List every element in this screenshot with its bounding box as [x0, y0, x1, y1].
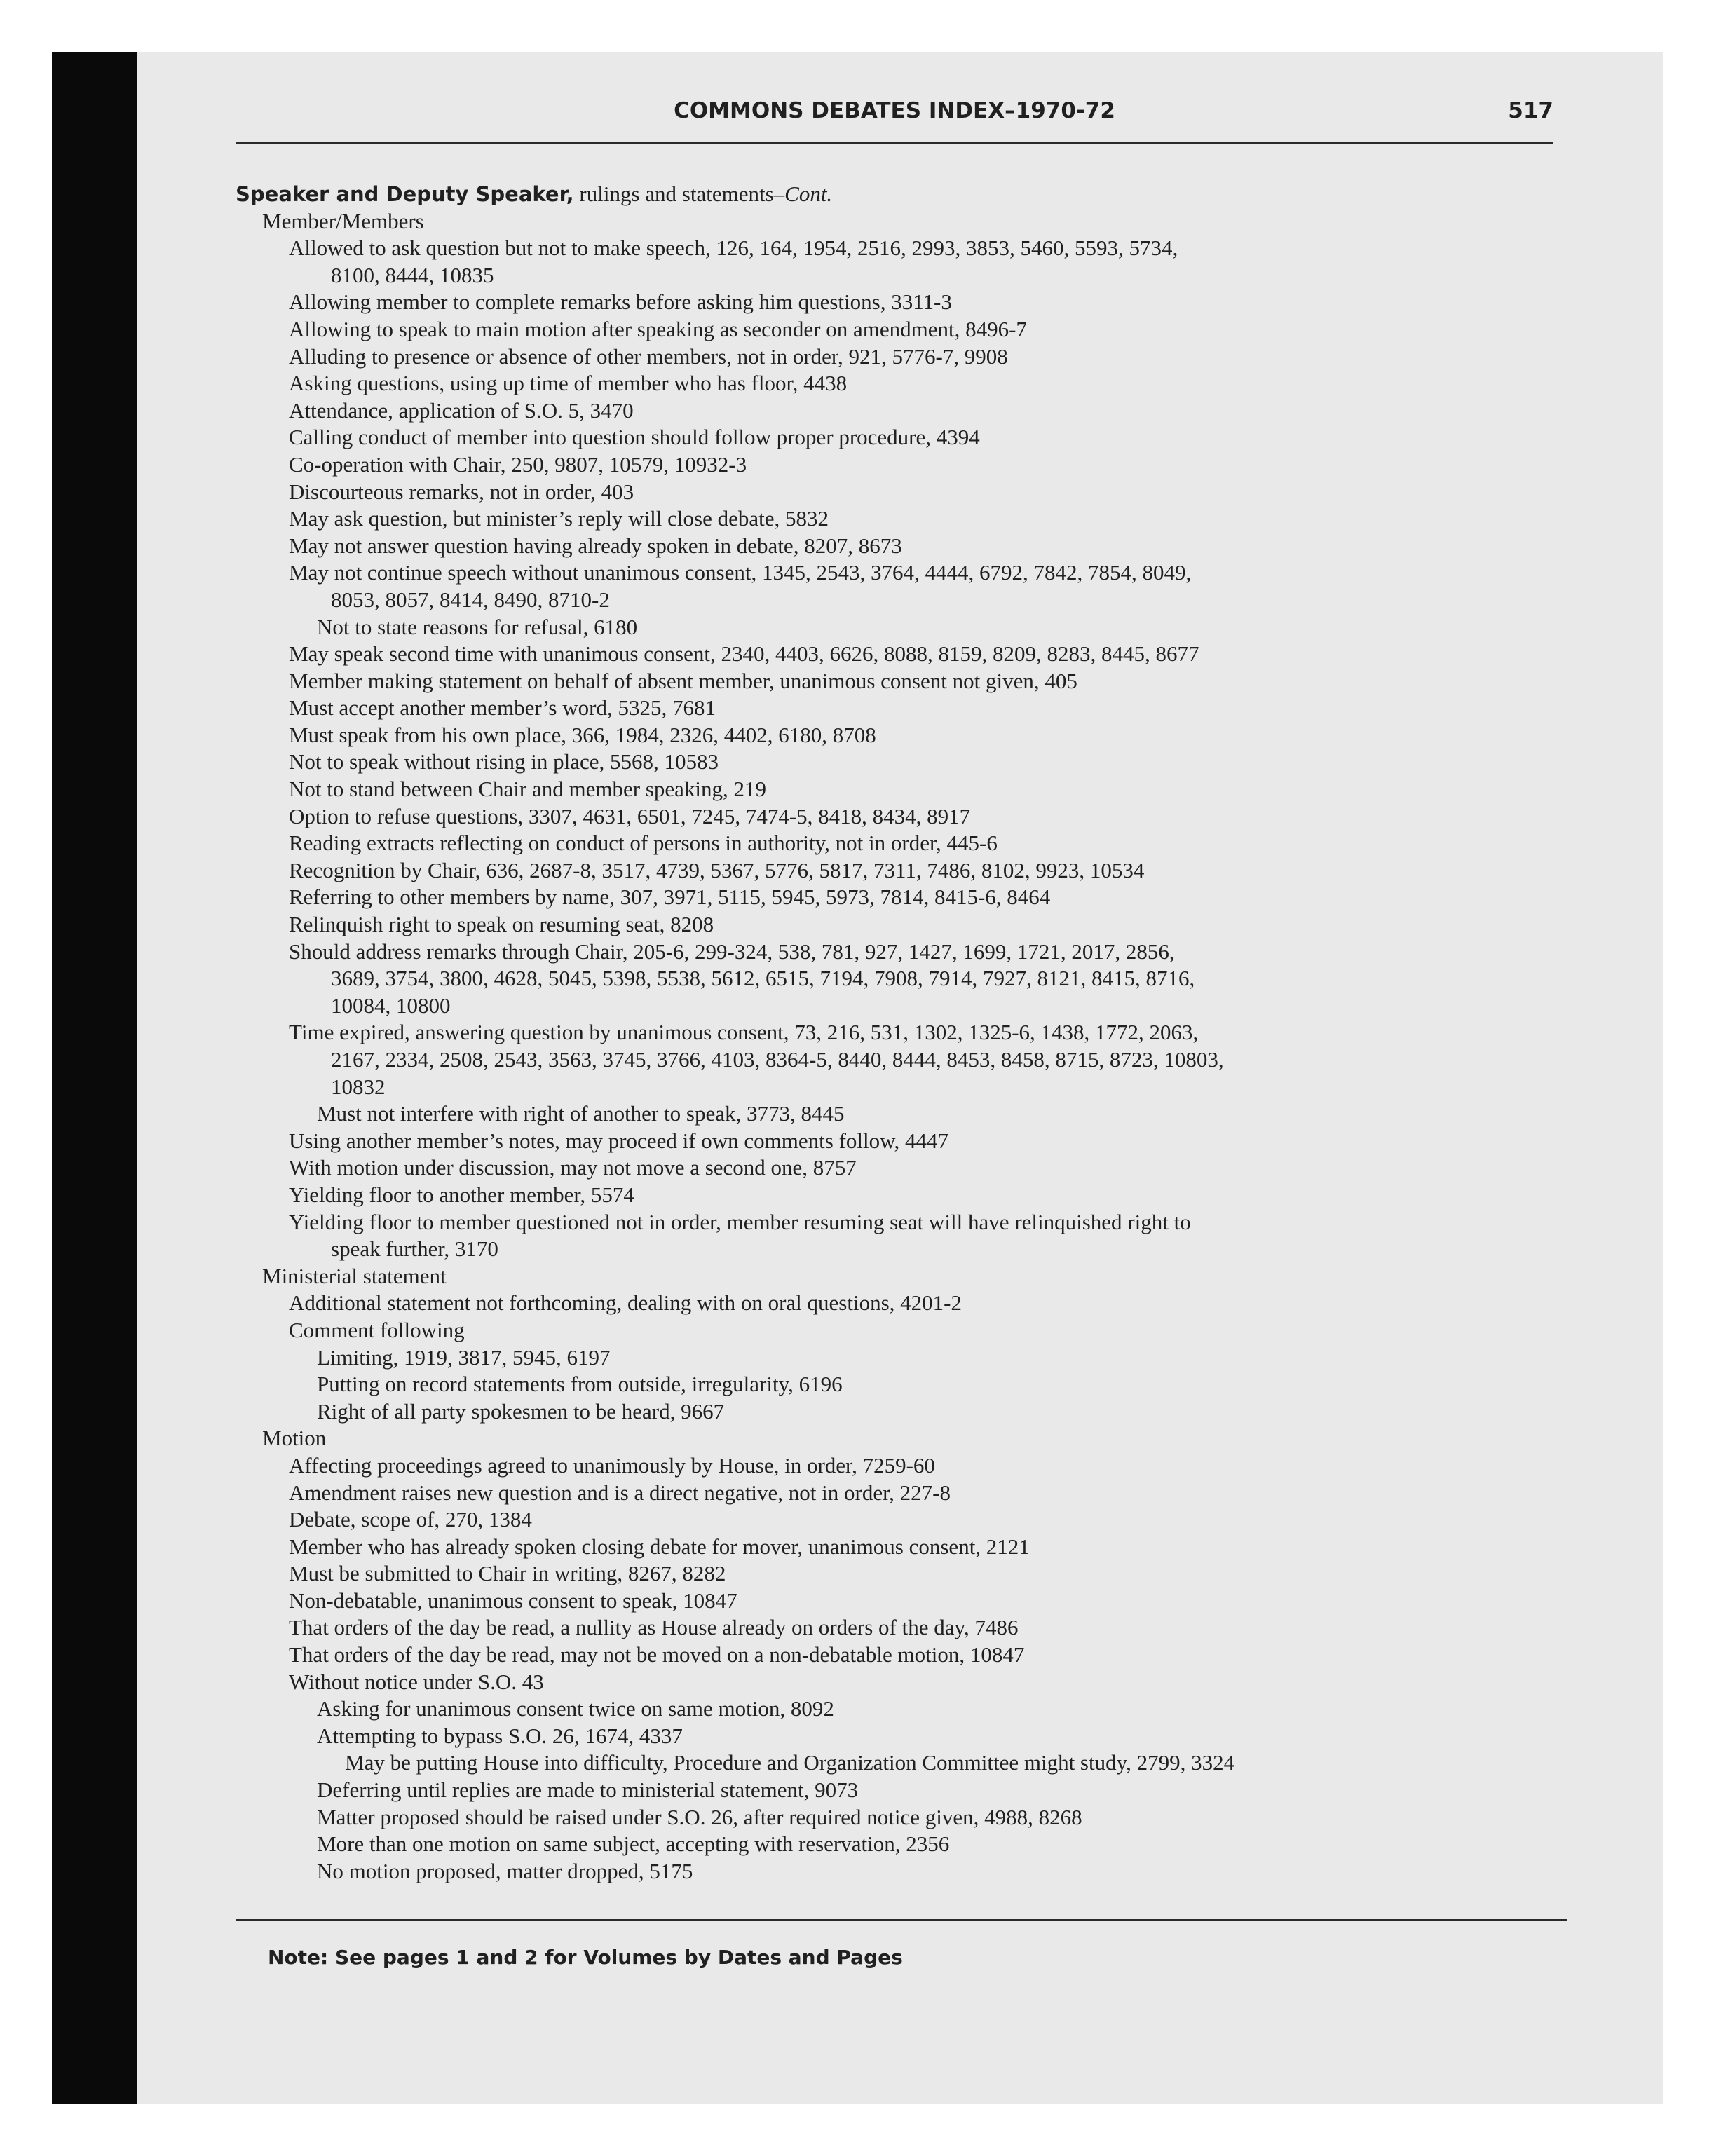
index-entry: Must speak from his own place, 366, 1984, 2326, 4402, 6180, 8708 — [289, 722, 876, 747]
index-entry-continuation: 2167, 2334, 2508, 2543, 3563, 3745, 3766, 4103, 8364-5, 8440, 8444, 8453, 8458, 8715, 8723, 10803, — [331, 1047, 1224, 1072]
index-entry: Yielding floor to another member, 5574 — [289, 1182, 634, 1207]
index-entry: Non-debatable, unanimous consent to speak, 10847 — [289, 1588, 737, 1613]
index-subentry: Asking for unanimous consent twice on same motion, 8092 — [317, 1696, 834, 1721]
index-entry-continuation: 10084, 10800 — [331, 992, 451, 1018]
footer-note: Note: See pages 1 and 2 for Volumes by Dates and Pages — [268, 1946, 903, 1969]
index-entry: Not to stand between Chair and member speaking, 219 — [289, 777, 766, 802]
index-subentry: Attempting to bypass S.O. 26, 1674, 4337 — [317, 1723, 683, 1748]
index-entry: Should address remarks through Chair, 205-6, 299-324, 538, 781, 927, 1427, 1699, 1721, 2017, 2856, — [289, 939, 1175, 964]
index-entry: May not answer question having already spoken in debate, 8207, 8673 — [289, 533, 902, 558]
header-rule — [236, 142, 1553, 144]
index-entry: May speak second time with unanimous consent, 2340, 4403, 6626, 8088, 8159, 8209, 8283, 8445, 8677 — [289, 641, 1199, 667]
index-subentry: Putting on record statements from outside, irregularity, 6196 — [317, 1372, 843, 1397]
index-entry: Motion — [262, 1426, 327, 1451]
index-entry-continuation: 8053, 8057, 8414, 8490, 8710-2 — [331, 587, 610, 612]
index-entry: Time expired, answering question by unanimous consent, 73, 216, 531, 1302, 1325-6, 1438, 1772, 2063, — [289, 1020, 1199, 1045]
index-entry: Option to refuse questions, 3307, 4631, 6501, 7245, 7474-5, 8418, 8434, 8917 — [289, 803, 971, 828]
index-subentry: Right of all party spokesmen to be heard, 9667 — [317, 1398, 725, 1424]
index-subsubentry: May be putting House into difficulty, Procedure and Organization Committee might study, 2799, 3324 — [345, 1750, 1235, 1775]
index-entry: Allowing member to complete remarks before asking him questions, 3311-3 — [289, 289, 952, 315]
index-entries — [236, 181, 1567, 1885]
running-title: COMMONS DEBATES INDEX–1970-72 — [674, 98, 1115, 123]
index-entry: Yielding floor to member questioned not in order, member resuming seat will have relinquished right to — [289, 1209, 1191, 1234]
index-entry: Debate, scope of, 270, 1384 — [289, 1507, 532, 1532]
index-entry: Not to speak without rising in place, 5568, 10583 — [289, 749, 719, 775]
index-entry: Attendance, application of S.O. 5, 3470 — [289, 397, 634, 423]
index-entry: Comment following — [289, 1317, 465, 1342]
index-entry: Recognition by Chair, 636, 2687-8, 3517, 4739, 5367, 5776, 5817, 7311, 7486, 8102, 9923, 10534 — [289, 857, 1145, 882]
index-entry: Referring to other members by name, 307, 3971, 5115, 5945, 5973, 7814, 8415-6, 8464 — [289, 885, 1051, 910]
index-entry: Additional statement not forthcoming, dealing with on oral questions, 4201-2 — [289, 1290, 962, 1316]
footer-rule — [236, 1919, 1567, 1921]
index-entry-continuation: 3689, 3754, 3800, 4628, 5045, 5398, 5538, 5612, 6515, 7194, 7908, 7914, 7927, 8121, 8415, 8716, — [331, 966, 1195, 991]
index-entry: With motion under discussion, may not move a second one, 8757 — [289, 1155, 857, 1180]
index-subentry: Not to state reasons for refusal, 6180 — [317, 614, 638, 639]
index-entry: Affecting proceedings agreed to unanimously by House, in order, 7259-60 — [289, 1452, 935, 1478]
index-subentry: Must not interfere with right of another to speak, 3773, 8445 — [317, 1101, 845, 1126]
index-entry: Member/Members — [262, 208, 424, 233]
page-header — [236, 93, 1553, 135]
index-subentry: More than one motion on same subject, accepting with reservation, 2356 — [317, 1831, 950, 1857]
index-entry: Co-operation with Chair, 250, 9807, 10579, 10932-3 — [289, 451, 747, 477]
scanned-page — [52, 52, 1663, 2104]
index-entry: Relinquish right to speak on resuming seat, 8208 — [289, 912, 714, 937]
index-entry-continuation: speak further, 3170 — [331, 1236, 498, 1262]
index-entry: Using another member’s notes, may proceed if own comments follow, 4447 — [289, 1128, 948, 1153]
index-entry: Without notice under S.O. 43 — [289, 1669, 544, 1694]
index-entry: May not continue speech without unanimous consent, 1345, 2543, 3764, 4444, 6792, 7842, 7854, 8049, — [289, 560, 1192, 585]
index-entry: Asking questions, using up time of member who has floor, 4438 — [289, 371, 848, 396]
index-entry: Must be submitted to Chair in writing, 8267, 8282 — [289, 1561, 726, 1586]
index-entry-continuation: 10832 — [331, 1074, 386, 1099]
index-entry: May ask question, but minister’s reply will close debate, 5832 — [289, 506, 829, 531]
page-number: 517 — [1508, 98, 1553, 123]
index-subentry: Limiting, 1919, 3817, 5945, 6197 — [317, 1344, 611, 1370]
index-entry: Member who has already spoken closing debate for mover, unanimous consent, 2121 — [289, 1534, 1030, 1559]
index-entry: Allowing to speak to main motion after speaking as seconder on amendment, 8496-7 — [289, 316, 1027, 341]
index-entry: That orders of the day be read, a nullity as House already on orders of the day, 7486 — [289, 1615, 1019, 1640]
heading-cont: Cont. — [784, 182, 833, 206]
index-entry: Allowed to ask question but not to make speech, 126, 164, 1954, 2516, 2993, 3853, 5460, 5593, 5734, — [289, 236, 1178, 261]
index-subentry: Matter proposed should be raised under S.O. 26, after required notice given, 4988, 8268 — [317, 1804, 1082, 1829]
index-entry: Ministerial statement — [262, 1263, 447, 1288]
index-heading — [236, 181, 1567, 208]
index-entry: Must accept another member’s word, 5325, 7681 — [289, 695, 716, 721]
index-entry: That orders of the day be read, may not be moved on a non-debatable motion, 10847 — [289, 1642, 1025, 1667]
heading-rest: rulings and statements– — [573, 182, 785, 206]
heading-main: Speaker and Deputy Speaker, — [236, 182, 574, 206]
index-entry: Alluding to presence or absence of other members, not in order, 921, 5776-7, 9908 — [289, 343, 1008, 369]
index-page — [52, 52, 1663, 2104]
index-entry: Calling conduct of member into question should follow proper procedure, 4394 — [289, 425, 980, 450]
index-entry: Amendment raises new question and is a direct negative, not in order, 227-8 — [289, 1480, 951, 1505]
index-subentry: No motion proposed, matter dropped, 5175 — [317, 1858, 693, 1883]
index-subentry: Deferring until replies are made to ministerial statement, 9073 — [317, 1778, 859, 1803]
index-entry: Reading extracts reflecting on conduct of persons in authority, not in order, 445-6 — [289, 831, 998, 856]
index-entry: Discourteous remarks, not in order, 403 — [289, 479, 634, 504]
index-entry: Member making statement on behalf of absent member, unanimous consent not given, 405 — [289, 668, 1077, 693]
index-entry-continuation: 8100, 8444, 10835 — [331, 262, 494, 287]
